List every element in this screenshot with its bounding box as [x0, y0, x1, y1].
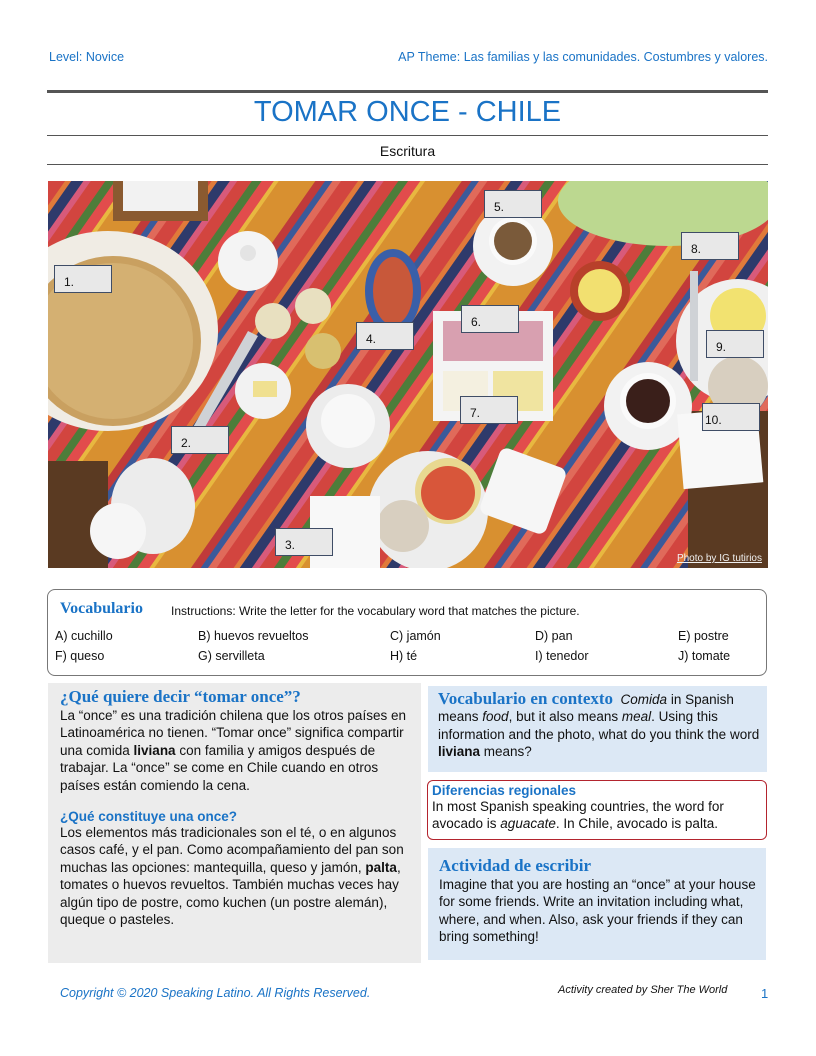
- text-run: con familia y amigos después de trabajar. La “once” se come en Chile cuando en otros países están comiendo la cena.: [60, 742, 379, 793]
- italic-word: aguacate: [500, 816, 556, 832]
- vocabulary-box: [47, 589, 767, 676]
- photo-label-7: 7.: [460, 396, 518, 424]
- photo-label-6: 6.: [461, 305, 519, 333]
- vocab-word: E) postre: [678, 629, 729, 643]
- text-run: La “once” es una tradición chilena que los otros países en Latinoamérica no tienen. “Tomar once” significa compartir una comida: [60, 708, 406, 758]
- page-subtitle: Escritura: [379, 143, 436, 159]
- level-label: Level: Novice: [49, 50, 125, 64]
- context-text: [438, 690, 763, 761]
- reading-paragraph-1: [60, 707, 415, 794]
- text-run: means?: [480, 744, 532, 760]
- photo-label-5: 5.: [484, 190, 542, 218]
- italic-word: food: [482, 709, 509, 725]
- bold-word: palta: [365, 859, 397, 875]
- bold-word: liviana: [133, 742, 176, 758]
- text-run: . In Chile, avocado is palta.: [555, 816, 718, 832]
- copyright-text: Copyright © 2020 Speaking Latino. All Rights Reserved.: [60, 986, 371, 1000]
- reading-heading-2: ¿Qué constituye una once?: [60, 809, 238, 825]
- regional-text: [432, 798, 762, 833]
- reading-heading-1: ¿Qué quiere decir “tomar once”?: [60, 687, 301, 706]
- vocab-word: B) huevos revueltos: [198, 629, 309, 643]
- photo-label-4: 4.: [356, 322, 414, 350]
- vocab-word: I) tenedor: [535, 649, 589, 663]
- regional-differences-box: [427, 780, 767, 840]
- subtitle-divider: [47, 164, 768, 165]
- reading-box: [48, 683, 421, 963]
- vocab-word: J) tomate: [678, 649, 731, 663]
- text-run: In most Spanish speaking countries, the word for avocado is: [432, 799, 724, 832]
- italic-word: meal: [621, 709, 652, 725]
- photo-label-10: 10.: [702, 403, 760, 431]
- writing-activity-box: [428, 848, 766, 960]
- vocab-word: C) jamón: [390, 629, 441, 643]
- text-run: , tomates o huevos revueltos. También muchas veces hay algún tipo de postre, como kuchen (un postre alemán), queque o pasteles.: [60, 859, 401, 928]
- vocab-word: H) té: [390, 649, 418, 663]
- activity-credit: Activity created by Sher The World: [558, 984, 728, 996]
- vocab-word: G) servilleta: [198, 649, 265, 663]
- vocab-word: F) queso: [55, 649, 105, 663]
- jar: [255, 303, 291, 339]
- once-photo: [48, 181, 768, 568]
- text-run: . Using this information and the photo, what do you think the word: [438, 709, 760, 742]
- text-run: in Spanish means: [438, 692, 734, 725]
- header-divider-thick: [47, 90, 768, 93]
- text-run: Los elementos más tradicionales son el té, o en algunos casos café, y el pan. Como acompañamiento del pan son muchas las opciones: mantequilla, queso y jamón,: [60, 825, 404, 875]
- photo-label-3: 3.: [275, 528, 333, 556]
- vocabulary-instructions: Instructions: Write the letter for the vocabulary word that matches the picture.: [171, 604, 580, 618]
- context-box: [428, 686, 767, 772]
- photo-label-2: 2.: [171, 426, 229, 454]
- text-run: , but it also means: [508, 709, 622, 725]
- italic-word: Comida: [620, 692, 668, 707]
- page-title: TOMAR ONCE - CHILE: [253, 96, 562, 128]
- vocab-word: D) pan: [535, 629, 573, 643]
- ap-theme-label: AP Theme: Las familias y las comunidades. Costumbres y valores.: [398, 50, 768, 64]
- photo-label-9: 9.: [706, 330, 764, 358]
- title-divider: [47, 135, 768, 136]
- regional-heading: Diferencias regionales: [432, 783, 577, 798]
- photo-label-1: 1.: [54, 265, 112, 293]
- activity-text: Imagine that you are hosting an “once” at your house for some friends. Write an invitation including what, where, and when. Also, ask your friends if they can bring something!: [439, 877, 756, 945]
- vocabulary-title: Vocabulario: [60, 600, 143, 617]
- photo-illustration: [48, 181, 768, 568]
- activity-heading: Actividad de escribir: [439, 856, 592, 875]
- bold-word: liviana: [438, 744, 481, 760]
- reading-paragraph-2: [60, 824, 415, 928]
- page-number: 1: [761, 986, 769, 1001]
- context-heading: Vocabulario en contexto: [438, 689, 614, 708]
- photo-label-8: 8.: [681, 232, 739, 260]
- vocab-word: A) cuchillo: [55, 629, 113, 643]
- photo-credit-link[interactable]: Photo by IG tutirios: [676, 553, 762, 564]
- knife-right: [690, 271, 698, 381]
